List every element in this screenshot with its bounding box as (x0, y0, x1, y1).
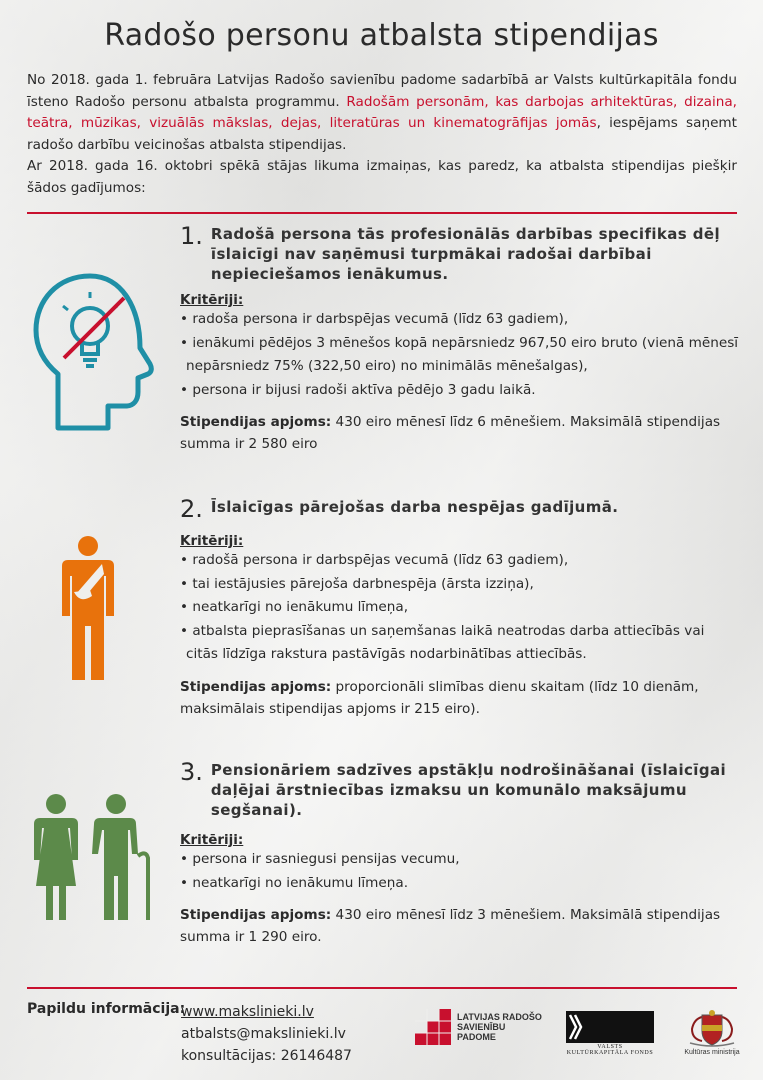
highlighted-fields: Radošām personām, kas darbojas arhitektūras, dizaina, teātra, mūzikas, vizuālās mākslas, dejas, literatūras un kinematogrāfijas jomās (27, 93, 737, 132)
intro-paragraph-1: No 2018. gada 1. februāra Latvijas Radošo savienību padome sadarbībā ar Valsts kultūrkapitāla fondu īsteno Radošo personu atbalsta programmu. Radošām personām, kas darbojas arhitektūras, dizaina, teātra, mūzikas, vizuālās mākslas, dejas, literatūras un kinematogrāfijas jomās, iespējams saņemt radošo darbību veicinošas atbalsta stipendijas. (27, 72, 738, 153)
section-number: 2. (180, 495, 203, 523)
list-item: • radošā persona ir darbspējas vecumā (līdz 63 gadiem), (180, 549, 740, 573)
criteria-label: Kritēriji: (180, 832, 244, 848)
divider-top (27, 212, 737, 214)
stipend-amount: Stipendijas apjoms: 430 eiro mēnesī līdz 6 mēnešiem. Maksimālā stipendijas summa ir 2 580 eiro (180, 414, 721, 452)
list-item: • atbalsta pieprasīšanas un saņemšanas laikā neatrodas darba attiecībās vai citās līdzīga rakstura pastāvīgās nodarbinātības attiecībās. (180, 620, 740, 667)
list-item: • ienākumi pēdējos 3 mēnešos kopā nepārsniedz 967,50 eiro bruto (vienā mēnesī nepārsniedz 75% (322,50 eiro) no minimālās mēnešalgas), (180, 332, 740, 379)
lrsp-logo-mark (415, 1009, 453, 1049)
website-link[interactable]: www.makslinieki.lv (181, 1004, 314, 1020)
injured-person-icon (58, 534, 118, 684)
lrsp-logo (415, 1009, 550, 1051)
section-number: 3. (180, 758, 203, 786)
list-item: • radoša persona ir darbspējas vecumā (līdz 63 gadiem), (180, 308, 740, 332)
vkkf-logo-mark (566, 1011, 654, 1043)
section-number: 1. (180, 222, 203, 250)
stipend-amount: Stipendijas apjoms: 430 eiro mēnesī līdz 3 mēnešiem. Maksimālā stipendijas summa ir 1 290 eiro. (180, 907, 721, 945)
stipend-amount: Stipendijas apjoms: proporcionāli slimības dienu skaitam (līdz 10 dienām, maksimālais stipendijas apjoms ir 215 eiro). (180, 678, 699, 717)
intro-paragraph-2: Ar 2018. gada 16. oktobri spēkā stājas likuma izmaiņas, kas paredz, ka atbalsta stipendijas piešķir šādos gadījumos: (27, 158, 737, 196)
footer-contacts (181, 1001, 352, 1067)
lrsp-logo-text: LATVIJAS RADOŠO SAVIENĪBU PADOME (457, 1012, 542, 1042)
section-title: Radošā persona tās profesionālās darbības specifikas dēļ īslaicīgi nav saņēmusi turpmākai radošai darbībai nepieciešamos ienākumus. (210, 225, 721, 283)
section-3-header (180, 760, 740, 820)
section-3 (180, 760, 740, 948)
section-1 (180, 224, 740, 455)
page-title: Radošo personu atbalsta stipendijas (104, 18, 659, 53)
list-item: • neatkarīgi no ienākumu līmeņa. (180, 872, 740, 896)
divider-bottom (27, 987, 737, 989)
list-item: • persona ir bijusi radoši aktīva pēdējo 3 gadu laikā. (180, 379, 740, 403)
intro-text (27, 70, 737, 200)
km-logo (682, 1009, 742, 1061)
criteria-label: Kritēriji: (180, 292, 244, 308)
section-title: Īslaicīgas pārejošas darba nespējas gadījumā. (210, 498, 619, 516)
section-title: Pensionāriem sadzīves apstākļu nodrošināšanai (īslaicīgai daļējai ārstniecības izmaksu un komunālo maksājumu segšanai). (210, 761, 727, 819)
phone-number: konsultācijas: 26146487 (181, 1048, 352, 1064)
km-logo-text: Kultūras ministrija (684, 1049, 740, 1056)
criteria-list (180, 308, 740, 402)
list-item: • persona ir sasniegusi pensijas vecumu, (180, 848, 740, 872)
list-item: • neatkarīgi no ienākumu līmeņa, (180, 596, 740, 620)
section-1-header (180, 224, 740, 284)
head-lightbulb-icon (30, 268, 160, 438)
criteria-list (180, 848, 740, 895)
coat-of-arms-icon (686, 1009, 738, 1047)
footer-label: Papildu informācija: (27, 1001, 186, 1017)
list-item: • tai iestājusies pārejoša darbnespēja (ārsta izziņa), (180, 573, 740, 597)
email-address[interactable]: atbalsts@makslinieki.lv (181, 1026, 346, 1042)
criteria-list (180, 549, 740, 667)
section-2 (180, 497, 740, 720)
vkkf-logo-text: VALSTS KULTŪRKAPITĀLA FONDS (566, 1044, 654, 1056)
section-2-header (180, 497, 740, 521)
elderly-couple-icon (26, 790, 158, 922)
vkkf-logo (566, 1011, 656, 1057)
criteria-label: Kritēriji: (180, 533, 244, 549)
